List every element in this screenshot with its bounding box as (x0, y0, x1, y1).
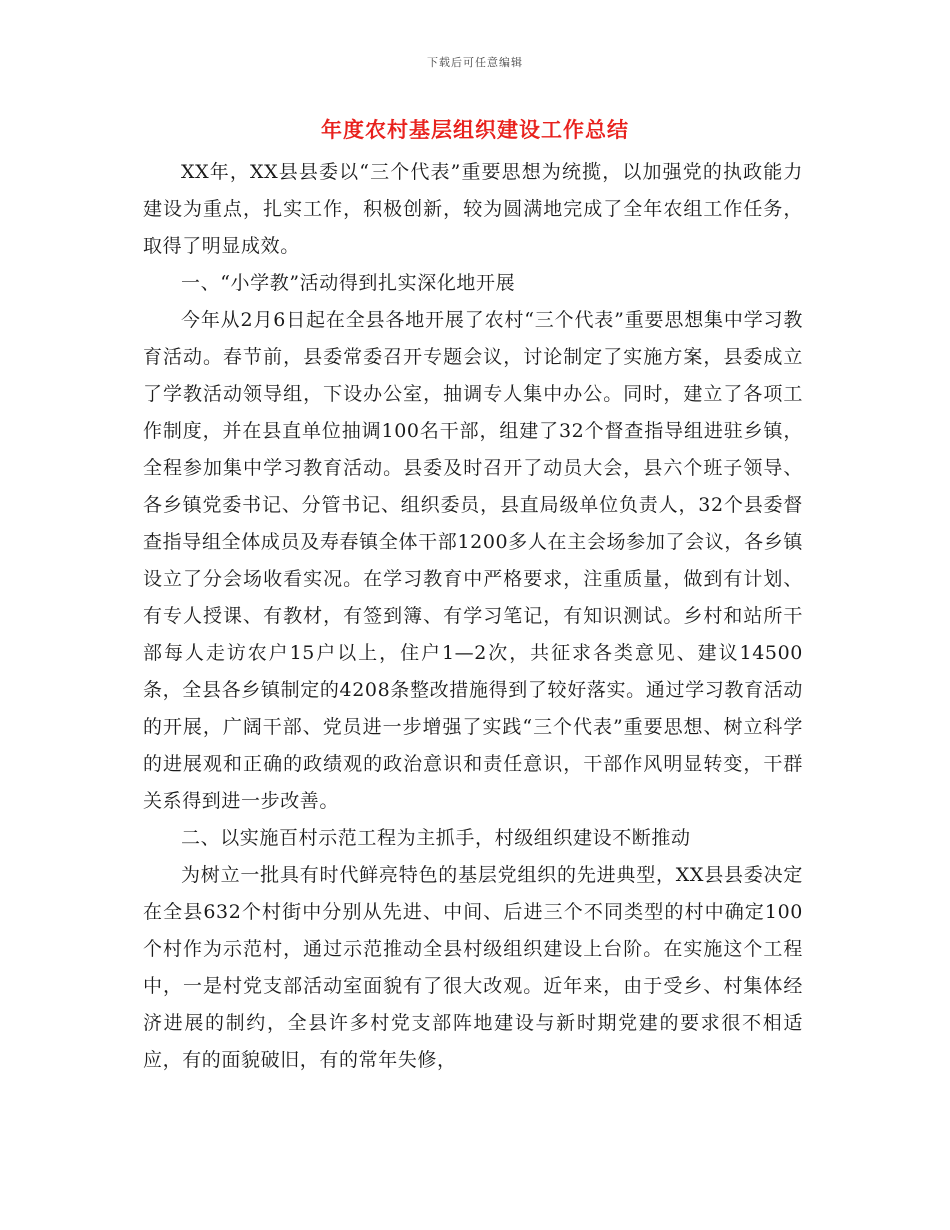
section-2-paragraph: 为树立一批具有时代鲜亮特色的基层党组织的先进典型，XX县县委决定在全县632个村街中分别从先进、中间、后进三个不同类型的村中确定100个村作为示范村，通过示范推动全县村级组织建设上台阶。在实施这个工程中，一是村党支部活动室面貌有了很大改观。近年来，由于受乡、村集体经济进展的制约，全县许多村党支部阵地建设与新时期党建的要求很不相适应，有的面貌破旧，有的常年失修， (143, 864, 803, 1071)
section-heading-1: 一、“小学教”活动得到扎实深化地开展 (181, 272, 516, 294)
intro-paragraph: XX年，XX县县委以“三个代表”重要思想为统揽，以加强党的执政能力建设为重点，扎实工作，积极创新，较为圆满地完成了全年农组工作任务，取得了明显成效。 (143, 161, 803, 257)
section-1-paragraph: 今年从2月6日起在全县各地开展了农村“三个代表”重要思想集中学习教育活动。春节前，县委常委召开专题会议，讨论制定了实施方案，县委成立了学教活动领导组，下设办公室，抽调专人集中办公。同时，建立了各项工作制度，并在县直单位抽调100名干部，组建了32个督查指导组进驻乡镇，全程参加集中学习教育活动。县委及时召开了动员大会，县六个班子领导、各乡镇党委书记、分管书记、组织委员，县直局级单位负责人，32个县委督查指导组全体成员及寿春镇全体干部1200多人在主会场参加了会议，各乡镇设立了分会场收看实况。在学习教育中严格要求，注重质量，做到有计划、有专人授课、有教材，有签到簿、有学习笔记，有知识测试。乡村和站所干部每人走访农户15户以上，住户1—2次，共征求各类意见、建议14500条，全县各乡镇制定的4208条整改措施得到了较好落实。通过学习教育活动的开展，广阔干部、党员进一步增强了实践“三个代表”重要思想、树立科学的进展观和正确的政绩观的政治意识和责任意识，干部作风明显转变，干群关系得到进一步改善。 (143, 309, 803, 812)
document-title: 年度农村基层组织建设工作总结 (321, 118, 629, 142)
header-note: 下载后可任意编辑 (427, 56, 523, 69)
document-body (143, 154, 803, 1079)
section-heading-2: 二、以实施百村示范工程为主抓手，村级组织建设不断推动 (181, 827, 691, 849)
